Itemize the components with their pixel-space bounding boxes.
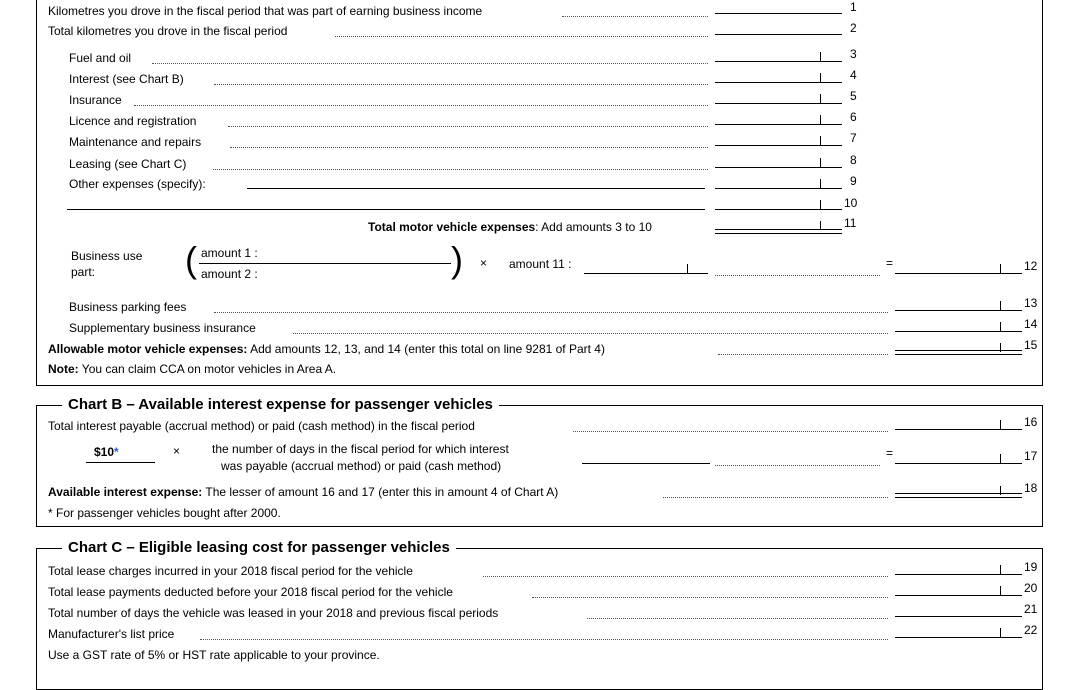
rate-value: $10*: [94, 445, 119, 459]
row-8-label: Leasing (see Chart C): [69, 157, 187, 171]
row-3-label: Fuel and oil: [69, 51, 132, 65]
open-paren: (: [185, 239, 197, 280]
line-number-21: 21: [1024, 602, 1038, 616]
days-label-2: was payable (accrual method) or paid (cash method): [221, 459, 502, 473]
row-9-label: Other expenses (specify):: [69, 177, 206, 191]
other-expenses-specify-input-2[interactable]: [67, 209, 705, 210]
row-4-input[interactable]: [715, 82, 842, 83]
row-6-label: Licence and registration: [69, 114, 197, 128]
amount-11-label: amount 11 :: [509, 257, 572, 271]
close-paren: ): [451, 239, 463, 280]
row-21-input[interactable]: [895, 616, 1022, 617]
rate-underline: [86, 462, 155, 463]
times-sign: ×: [480, 256, 488, 270]
line-number-3: 3: [850, 47, 857, 61]
line-number-20: 20: [1024, 581, 1038, 595]
row-12-input[interactable]: [895, 273, 1022, 274]
row-5-label: Insurance: [69, 93, 122, 107]
amount-11-input[interactable]: [584, 273, 708, 274]
line-number-5: 5: [850, 89, 857, 103]
row-18-input[interactable]: [895, 493, 1022, 498]
business-use-label: Business use part:: [71, 249, 143, 279]
row-20-label: Total lease payments deducted before your 2018 fiscal period for the vehicle: [48, 585, 453, 599]
line-number-10: 10: [844, 196, 858, 210]
row-14-label: Supplementary business insurance: [69, 321, 256, 335]
line-number-14: 14: [1024, 317, 1038, 331]
line-number-15: 15: [1024, 338, 1038, 352]
days-label-1: the number of days in the fiscal period for which interest: [212, 442, 509, 456]
row-11-label: Total motor vehicle expenses: Add amounts 3 to 10: [368, 220, 652, 234]
row-20-input[interactable]: [895, 595, 1022, 596]
row-7-input[interactable]: [715, 145, 842, 146]
row-16-input[interactable]: [895, 429, 1022, 430]
row-19-label: Total lease charges incurred in your 2018 fiscal period for the vehicle: [48, 564, 413, 578]
line-number-1: 1: [850, 0, 857, 14]
line-number-4: 4: [850, 68, 857, 82]
fraction-bar: [199, 263, 451, 264]
line-number-2: 2: [850, 21, 857, 35]
row-1-label: Kilometres you drove in the fiscal period that was part of earning business income: [48, 4, 483, 18]
row-17-input[interactable]: [895, 463, 1022, 464]
amount-1-label: amount 1 :: [201, 246, 258, 260]
gst-note: Use a GST rate of 5% or HST rate applicable to your province.: [48, 648, 380, 662]
line-number-8: 8: [850, 153, 857, 167]
row-19-input[interactable]: [895, 574, 1022, 575]
row-22-input[interactable]: [895, 637, 1022, 638]
row-8-input[interactable]: [715, 167, 842, 168]
days-input[interactable]: [582, 463, 710, 464]
row-11-input[interactable]: [715, 229, 842, 234]
other-expenses-specify-input[interactable]: [247, 188, 705, 189]
line-number-9: 9: [850, 174, 857, 188]
row-18-label: Available interest expense: The lesser of amount 16 and 17 (enter this in amount 4 of Chart A): [48, 485, 559, 499]
row-15-input[interactable]: [895, 350, 1022, 355]
row-9-input[interactable]: [715, 188, 842, 189]
chart-b-title: Chart B – Available interest expense for passenger vehicles: [62, 396, 499, 413]
line-number-12: 12: [1024, 259, 1038, 273]
line-number-7: 7: [850, 131, 857, 145]
line-number-18: 18: [1024, 481, 1038, 495]
equals-sign-b: =: [886, 446, 894, 460]
row-6-input[interactable]: [715, 124, 842, 125]
row-2-input[interactable]: [715, 34, 842, 35]
line-number-6: 6: [850, 110, 857, 124]
row-22-label: Manufacturer's list price: [48, 627, 175, 641]
line-number-11: 11: [844, 216, 857, 230]
row-13-label: Business parking fees: [69, 300, 187, 314]
row-3-input[interactable]: [715, 61, 842, 62]
line-number-13: 13: [1024, 296, 1038, 310]
row-1-input[interactable]: [715, 13, 842, 14]
chart-b-footnote: * For passenger vehicles bought after 2000.: [48, 506, 281, 520]
row-5-input[interactable]: [715, 103, 842, 104]
chart-c-title: Chart C – Eligible leasing cost for passenger vehicles: [62, 539, 456, 556]
row-21-label: Total number of days the vehicle was leased in your 2018 and previous fiscal periods: [48, 606, 499, 620]
row-2-label: Total kilometres you drove in the fiscal period: [48, 24, 288, 38]
line-number-17: 17: [1024, 449, 1038, 463]
line-number-16: 16: [1024, 415, 1038, 429]
amount-2-label: amount 2 :: [201, 267, 258, 281]
times-sign-b: ×: [173, 444, 181, 458]
equals-sign: =: [886, 256, 894, 270]
note: Note: You can claim CCA on motor vehicles in Area A.: [48, 362, 337, 376]
line-number-22: 22: [1024, 623, 1038, 637]
row-16-label: Total interest payable (accrual method) or paid (cash method) in the fiscal period: [48, 419, 475, 433]
line-number-19: 19: [1024, 560, 1038, 574]
row-10-input[interactable]: [715, 209, 842, 210]
row-14-input[interactable]: [895, 331, 1022, 332]
row-4-label: Interest (see Chart B): [69, 72, 184, 86]
row-15-label: Allowable motor vehicle expenses: Add amounts 12, 13, and 14 (enter this total on line 9281 of Part 4): [48, 342, 605, 356]
row-7-label: Maintenance and repairs: [69, 135, 202, 149]
row-13-input[interactable]: [895, 310, 1022, 311]
